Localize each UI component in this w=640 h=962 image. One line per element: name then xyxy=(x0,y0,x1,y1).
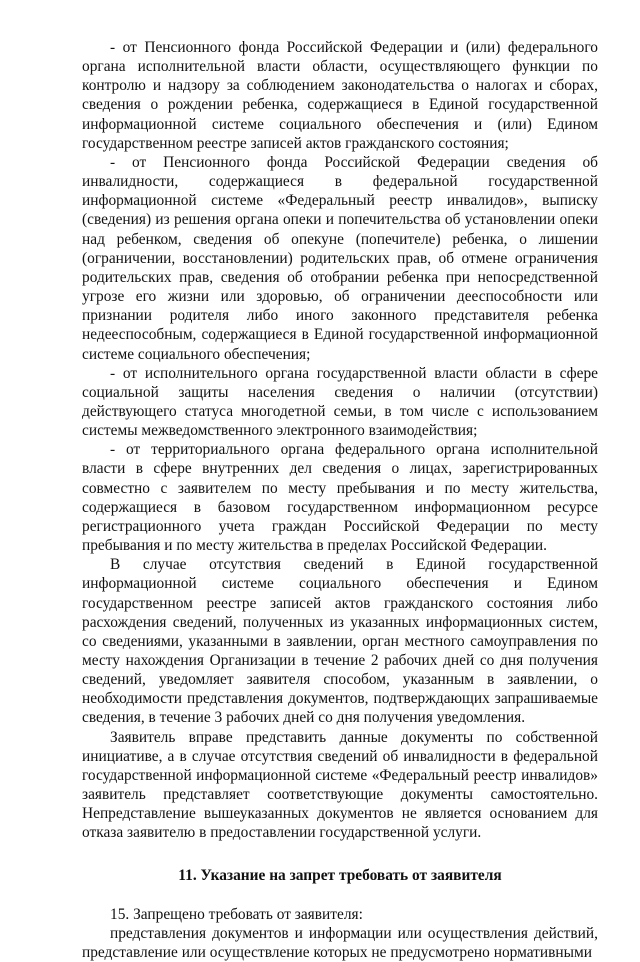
section-heading: 11. Указание на запрет требовать от заявителя xyxy=(178,866,502,884)
document-page xyxy=(82,38,598,962)
paragraph-item-15: 15. Запрещено требовать от заявителя: xyxy=(110,905,363,923)
paragraph-missing-data: В случае отсутствия сведений в Единой государственной информационной системе социального обеспечения и Едином государственном реестре записей актов гражданского состояния либо расхождения сведений, полученных из указанных информационных систем, со сведениями, указанными в заявлении, орган местного самоуправления по месту нахождения Организации в течение 2 рабочих дней со дня получения сведений, уведомляет заявителя способом, указанным в заявлении, о необходимости представления документов, подтверждающих запрашиваемые сведения, в течение 3 рабочих дней со дня получения уведомления. xyxy=(82,556,598,727)
paragraph-pension-fund-disability: - от Пенсионного фонда Российской Федерации сведения об инвалидности, содержащиеся в федеральной государственной информационной системе «Федеральный реестр инвалидов», выписку (сведения) из решения органа опеки и попечительства об установлении опеки над ребенком, сведения об опекуне (попечителе) ребенка, о лишении (ограничении, восстановлении) родительских прав, об отмене ограничения родительских прав, сведения об отобрании ребенка при непосредственной угрозе его жизни или здоровью, об ограничении дееспособности или признании родителя либо иного законного представителя ребенка недееспособным, содержащиеся в Единой государственной информационной системе социального обеспечения; xyxy=(82,153,598,363)
paragraph-pension-fund-birth: - от Пенсионного фонда Российской Федерации и (или) федерального органа исполнительной власти области, осуществляющего функции по контролю и надзору за соблюдением законодательства о налогах и сборах, сведения о рождении ребенка, содержащиеся в Единой государственной информационной системе социального обеспечения и (или) Едином государственном реестре записей актов гражданского состояния; xyxy=(82,39,598,152)
paragraph-social-protection: - от исполнительного органа государственной власти области в сфере социальной защиты населения сведения о наличии (отсутствии) действующего статуса многодетной семьи, в том числе с использованием системы межведомственного электронного взаимодействия; xyxy=(82,364,598,440)
paragraph-internal-affairs: - от территориального органа федерального органа исполнительной власти в сфере внутренних дел сведения о лицах, зарегистрированных совместно с заявителем по месту пребывания и по месту жительства, содержащиеся в базовом государственном информационном ресурсе регистрационного учета граждан Российской Федерации по месту пребывания и по месту жительства в пределах Российской Федерации. xyxy=(82,441,598,555)
paragraph-own-initiative: Заявитель вправе представить данные документы по собственной инициативе, а в случае отсутствия сведений об инвалидности в федеральной государственной информационной системе «Федеральный реестр инвалидов» заявитель представляет соответствующие документы самостоятельно. Непредставление вышеуказанных документов не является основанием для отказа заявителю в предоставлении государственной услуги. xyxy=(82,728,598,842)
paragraph-prohibition-text: представления документов и информации или осуществления действий, представление или осуществление которых не предусмотрено нормативными xyxy=(82,924,598,962)
